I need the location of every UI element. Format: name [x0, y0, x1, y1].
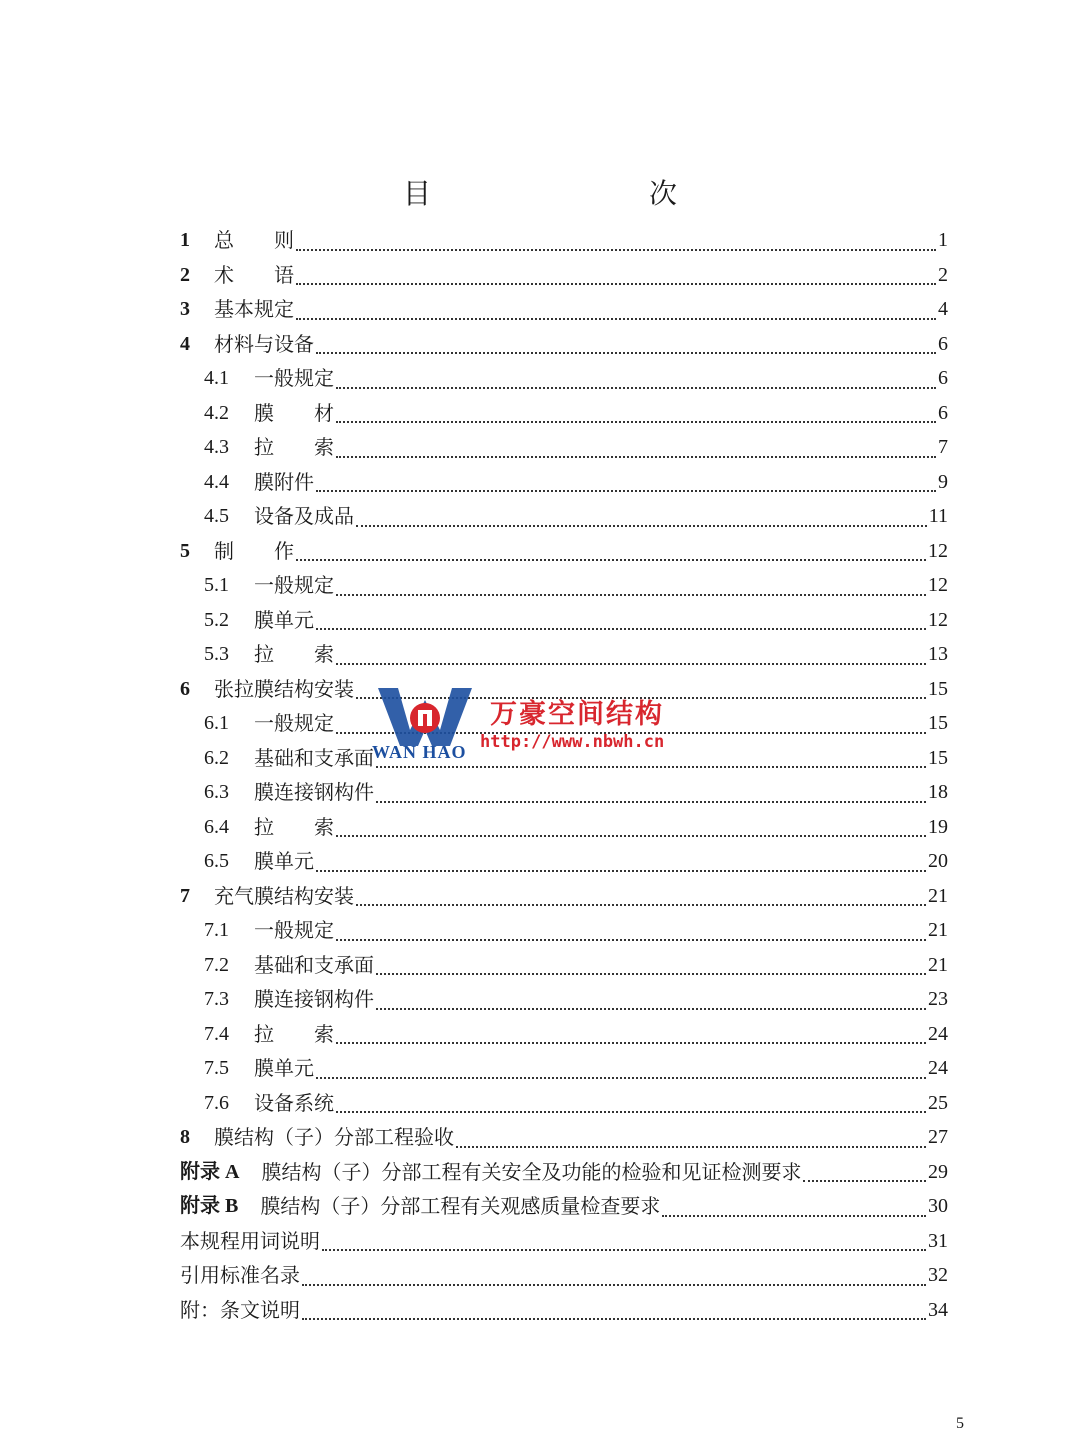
- toc-dot-leader: [316, 608, 926, 630]
- toc-entry: [180, 879, 948, 914]
- toc-dot-leader: [456, 1126, 926, 1148]
- toc-entry-label: 基础和支承面: [254, 745, 374, 770]
- toc-entry-number: 4.5: [204, 505, 229, 527]
- toc-dot-leader: [336, 643, 926, 665]
- toc-entry-number: 1: [180, 229, 190, 251]
- toc-entry-label: 膜结构（子）分部工程有关观感质量检查要求: [260, 1194, 661, 1218]
- toc-entry-page: 31: [928, 1229, 948, 1252]
- toc-entry-label: 设备系统: [254, 1090, 334, 1115]
- toc-entry: [180, 844, 948, 879]
- toc-entry-page: 1: [938, 229, 948, 251]
- toc-dot-leader: [336, 401, 936, 423]
- toc-entry-label: 引用标准名录: [180, 1263, 300, 1287]
- toc-entry-number: 7.2: [204, 953, 229, 976]
- toc-entry-label: 膜 材: [254, 400, 334, 425]
- toc-entry: [180, 430, 948, 465]
- toc-dot-leader: [336, 574, 926, 596]
- toc-entry-number: 5: [180, 539, 190, 562]
- toc-entry-label: 拉 索: [254, 642, 334, 666]
- toc-entry-label: 一般规定: [254, 573, 334, 597]
- toc-entry-number: 7.4: [204, 1022, 229, 1045]
- toc-entry-page: 11: [928, 505, 948, 527]
- toc-entry: [180, 1120, 948, 1155]
- toc-entry: [180, 1258, 948, 1293]
- toc-entry-page: 25: [928, 1091, 948, 1114]
- toc-entry-number: 6.2: [204, 746, 229, 769]
- toc-entry: [180, 1224, 948, 1259]
- toc-entry-number: 4.3: [204, 436, 229, 458]
- toc-dot-leader: [376, 988, 926, 1010]
- toc-entry-page: 29: [928, 1160, 948, 1183]
- toc-entry-number: 2: [180, 263, 190, 286]
- toc-entry-page: 13: [928, 643, 948, 665]
- toc-dot-leader: [662, 1195, 926, 1217]
- toc-entry: [180, 292, 948, 327]
- toc-entry-number: 5.1: [204, 574, 229, 596]
- toc-entry-label: 制 作: [214, 538, 294, 563]
- toc-entry-label: 一般规定: [254, 918, 334, 942]
- toc-entry: [180, 810, 948, 845]
- toc-entry: [180, 637, 948, 672]
- toc-entry: [180, 1155, 948, 1190]
- toc-entry-label: 膜单元: [254, 1056, 314, 1080]
- toc-dot-leader: [302, 1298, 926, 1320]
- toc-entry-number: 7.3: [204, 988, 229, 1010]
- toc-dot-leader: [336, 815, 926, 837]
- toc-entry-page: 21: [928, 953, 948, 976]
- toc-dot-leader: [336, 919, 926, 941]
- toc-entry: [180, 1017, 948, 1052]
- toc-entry-page: 6: [938, 401, 948, 424]
- toc-entry-page: 15: [928, 746, 948, 769]
- toc-entry: [180, 1189, 948, 1224]
- toc-dot-leader: [356, 505, 927, 527]
- toc-entry-page: 23: [928, 988, 948, 1010]
- watermark: [372, 686, 712, 764]
- toc-entry-number: 5.2: [204, 608, 229, 631]
- toc-entry-number: 4.4: [204, 470, 229, 493]
- toc-entry: [180, 396, 948, 431]
- page-number: 5: [956, 1415, 964, 1432]
- toc-entry-label: 膜单元: [254, 607, 314, 632]
- toc-entry-page: 12: [928, 539, 948, 562]
- watermark-url: http://www.nbwh.cn: [480, 732, 665, 752]
- toc-entry-number: 6.4: [204, 815, 229, 838]
- toc-entry-number: 3: [180, 298, 190, 320]
- toc-entry: [180, 948, 948, 983]
- toc-dot-leader: [296, 298, 936, 320]
- toc-entry-page: 15: [928, 677, 948, 700]
- toc-entry-page: 4: [938, 298, 948, 320]
- toc-entry-label: 术 语: [214, 262, 294, 287]
- toc-entry-number: 6.1: [204, 712, 229, 734]
- toc-entry-page: 12: [928, 574, 948, 596]
- toc-entry-number: 8: [180, 1126, 190, 1148]
- toc-entry: [180, 465, 948, 500]
- toc-entry-label: 拉 索: [254, 814, 334, 839]
- toc-entry-number: 7.6: [204, 1091, 229, 1114]
- toc-entry-label: 设备及成品: [254, 504, 354, 528]
- toc-entry-label: 基本规定: [214, 297, 294, 321]
- toc-entry-number: 4.1: [204, 367, 229, 389]
- toc-entry-page: 30: [928, 1195, 948, 1217]
- toc-entry-page: 20: [928, 850, 948, 872]
- toc-entry: [180, 258, 948, 293]
- toc-entry: [180, 1293, 948, 1328]
- toc-entry: [180, 327, 948, 362]
- toc-dot-leader: [296, 263, 936, 285]
- toc-entry: [180, 499, 948, 534]
- toc-dot-leader: [302, 1264, 926, 1286]
- toc-entry-number: 4.2: [204, 401, 229, 424]
- toc-dot-leader: [336, 367, 936, 389]
- toc-dot-leader: [376, 953, 926, 975]
- toc-entry-page: 21: [928, 919, 948, 941]
- toc-entry-page: 7: [938, 436, 948, 458]
- toc-entry-page: 34: [928, 1298, 948, 1321]
- toc-entry: [180, 913, 948, 948]
- toc-entry-page: 27: [928, 1126, 948, 1148]
- toc-entry-label: 膜连接钢构件: [254, 780, 374, 804]
- toc-entry-page: 6: [938, 332, 948, 355]
- toc-entry-label: 材料与设备: [214, 331, 314, 356]
- toc-entry-number: 7.1: [204, 919, 229, 941]
- toc-entry-label: 张拉膜结构安装: [214, 676, 354, 701]
- toc-entry: [180, 603, 948, 638]
- toc-dot-leader: [316, 1057, 926, 1079]
- watermark-company: 万豪空间结构: [490, 699, 664, 730]
- toc-entry: [180, 361, 948, 396]
- toc-dot-leader: [336, 1022, 926, 1044]
- toc-entry: [180, 775, 948, 810]
- toc-dot-leader: [803, 1160, 926, 1182]
- table-of-contents: [180, 223, 948, 1327]
- toc-dot-leader: [376, 781, 926, 803]
- toc-entry-label: 本规程用词说明: [180, 1228, 320, 1253]
- toc-entry-number: 7: [180, 884, 190, 907]
- toc-entry-page: 6: [938, 367, 948, 389]
- watermark-logo-text: WAN HAO: [372, 742, 467, 762]
- wanhao-logo-icon: [378, 686, 472, 750]
- toc-title: 目 次: [402, 177, 731, 210]
- toc-entry-label: 膜附件: [254, 469, 314, 494]
- toc-entry-page: 2: [938, 263, 948, 286]
- toc-entry-page: 32: [928, 1264, 948, 1286]
- toc-dot-leader: [336, 1091, 926, 1113]
- toc-entry: [180, 1086, 948, 1121]
- toc-entry-label: 基础和支承面: [254, 952, 374, 977]
- toc-entry-number: 6.3: [204, 781, 229, 803]
- toc-entry-label: 一般规定: [254, 711, 334, 735]
- toc-entry-number: 6: [180, 677, 190, 700]
- toc-entry-page: 21: [928, 884, 948, 907]
- toc-entry-number: 附录 A: [180, 1160, 240, 1183]
- toc-entry-label: 总 则: [214, 228, 294, 252]
- toc-entry-label: 附：条文说明: [180, 1297, 300, 1322]
- toc-dot-leader: [322, 1229, 926, 1251]
- toc-entry-page: 9: [938, 470, 948, 493]
- toc-entry-number: 附录 B: [180, 1195, 239, 1217]
- toc-entry-label: 膜连接钢构件: [254, 987, 374, 1011]
- toc-dot-leader: [316, 470, 936, 492]
- toc-entry-page: 24: [928, 1057, 948, 1079]
- toc-dot-leader: [296, 229, 936, 251]
- toc-entry-page: 24: [928, 1022, 948, 1045]
- toc-dot-leader: [316, 850, 926, 872]
- toc-entry-page: 19: [928, 815, 948, 838]
- toc-entry: [180, 223, 948, 258]
- toc-entry-number: 6.5: [204, 850, 229, 872]
- toc-dot-leader: [316, 332, 936, 354]
- toc-entry: [180, 534, 948, 569]
- toc-entry-label: 膜结构（子）分部工程验收: [214, 1125, 454, 1149]
- toc-dot-leader: [296, 539, 926, 561]
- toc-entry-label: 膜单元: [254, 849, 314, 873]
- toc-entry: [180, 1051, 948, 1086]
- toc-entry-label: 膜结构（子）分部工程有关安全及功能的检验和见证检测要求: [261, 1159, 802, 1184]
- toc-entry: [180, 982, 948, 1017]
- toc-entry-label: 一般规定: [254, 366, 334, 390]
- toc-entry-page: 12: [928, 608, 948, 631]
- toc-dot-leader: [336, 436, 936, 458]
- toc-entry-page: 15: [928, 712, 948, 734]
- toc-entry-page: 18: [928, 781, 948, 803]
- toc-entry-label: 充气膜结构安装: [214, 883, 354, 908]
- toc-entry-label: 拉 索: [254, 435, 334, 459]
- toc-entry-label: 拉 索: [254, 1021, 334, 1046]
- toc-entry-number: 5.3: [204, 643, 229, 665]
- toc-entry-number: 7.5: [204, 1057, 229, 1079]
- toc-entry: [180, 568, 948, 603]
- toc-dot-leader: [356, 884, 926, 906]
- toc-entry-number: 4: [180, 332, 190, 355]
